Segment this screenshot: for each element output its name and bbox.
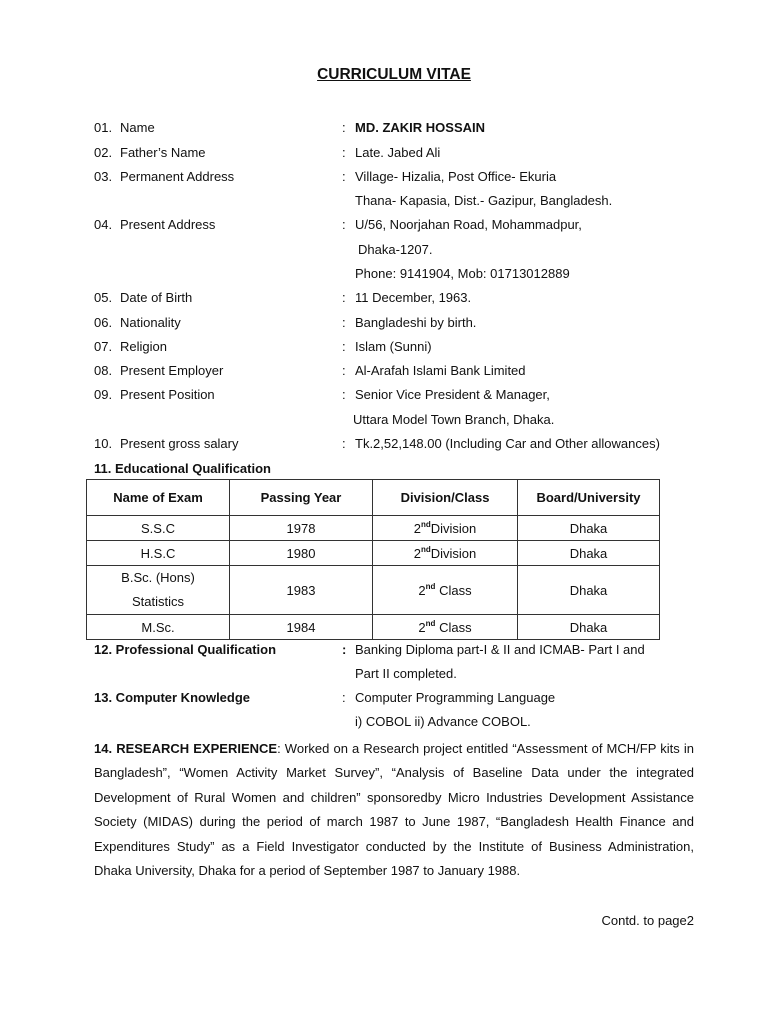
division-text: Division	[430, 546, 477, 561]
field-label: 12. Professional Qualification	[94, 642, 277, 657]
exam-cell: M.Sc.	[87, 615, 230, 640]
field-value: Banking Diploma part-I & II and ICMAB- Part I and	[355, 642, 645, 657]
research-experience-paragraph	[94, 737, 694, 883]
division-cell	[373, 566, 518, 615]
board-cell: Dhaka	[518, 615, 660, 640]
board-cell: Dhaka	[518, 541, 660, 566]
field-present-gross-salary	[0, 433, 768, 455]
field-present-address	[0, 214, 768, 236]
document-title: CURRICULUM VITAE	[317, 66, 471, 83]
year-cell: 1978	[230, 516, 373, 541]
field-value: Village- Hizalia, Post Office- Ekuria	[355, 169, 557, 184]
field-number: 06.	[94, 315, 113, 330]
board-cell: Dhaka	[518, 566, 660, 615]
field-value: U/56, Noorjahan Road, Mohammadpur,	[355, 217, 582, 232]
field-label: 13. Computer Knowledge	[94, 690, 251, 705]
field-number: 02.	[94, 145, 113, 160]
division-ordinal: nd	[420, 545, 431, 554]
field-present-employer	[0, 360, 768, 382]
field-value: Tk.2,52,148.00 (Including Car and Other allowances)	[355, 436, 660, 451]
colon: :	[342, 690, 346, 705]
research-heading: 14. RESEARCH EXPERIENCE	[94, 741, 278, 756]
field-name	[0, 117, 768, 139]
field-computer-knowledge	[0, 687, 768, 709]
column-header: Division/Class	[373, 480, 518, 516]
field-label: Present Employer	[120, 363, 224, 378]
table-row	[87, 541, 660, 566]
table-row	[87, 615, 660, 640]
field-professional-qualification-line2	[0, 663, 768, 685]
division-text: Class	[439, 620, 472, 635]
division-ordinal: nd	[425, 582, 436, 591]
field-computer-knowledge-line2	[0, 711, 768, 733]
colon: :	[342, 642, 347, 657]
column-header: Board/University	[518, 480, 660, 516]
field-value: i) COBOL ii) Advance COBOL.	[355, 714, 531, 729]
field-number: 07.	[94, 339, 113, 354]
division-number: 2	[413, 521, 421, 536]
colon: :	[342, 120, 346, 135]
field-value: Part II completed.	[355, 666, 457, 681]
field-value: Senior Vice President & Manager,	[355, 387, 550, 402]
field-label: Religion	[120, 339, 167, 354]
year-cell: 1980	[230, 541, 373, 566]
continued-note: Contd. to page2	[601, 913, 694, 928]
division-text: Division	[430, 521, 477, 536]
field-value: Islam (Sunni)	[355, 339, 432, 354]
field-label: Name	[120, 120, 155, 135]
division-text: Class	[439, 583, 472, 598]
colon: :	[342, 169, 346, 184]
field-number: 04.	[94, 217, 113, 232]
field-present-address-phone	[0, 263, 768, 285]
field-label: Permanent Address	[120, 169, 235, 184]
table-header-row	[87, 480, 660, 516]
exam-cell	[87, 566, 230, 615]
field-value: Late. Jabed Ali	[355, 145, 441, 160]
division-number: 2	[418, 620, 426, 635]
field-number: 08.	[94, 363, 113, 378]
column-header: Passing Year	[230, 480, 373, 516]
colon: :	[342, 363, 346, 378]
column-header: Name of Exam	[87, 480, 230, 516]
field-value: MD. ZAKIR HOSSAIN	[355, 120, 485, 135]
division-number: 2	[413, 546, 421, 561]
colon: :	[342, 315, 346, 330]
field-label: Present gross salary	[120, 436, 239, 451]
field-nationality	[0, 312, 768, 334]
field-value: Uttara Model Town Branch, Dhaka.	[353, 412, 555, 427]
year-cell: 1983	[230, 566, 373, 615]
field-present-position-line2	[0, 409, 768, 431]
division-cell	[373, 615, 518, 640]
field-permanent-address	[0, 166, 768, 188]
field-value: Phone: 9141904, Mob: 01713012889	[355, 266, 570, 281]
field-value: Al-Arafah Islami Bank Limited	[355, 363, 526, 378]
colon: :	[342, 290, 346, 305]
exam-line: B.Sc. (Hons)	[121, 570, 195, 585]
field-number: 03.	[94, 169, 113, 184]
field-label: Date of Birth	[120, 290, 193, 305]
field-label: Present Position	[120, 387, 215, 402]
colon: :	[342, 339, 346, 354]
field-number: 01.	[94, 120, 113, 135]
division-number: 2	[418, 583, 426, 598]
field-present-position	[0, 384, 768, 406]
field-label: Present Address	[120, 217, 216, 232]
research-text: : Worked on a Research project entitled “Assessment of MCH/FP kits in Bangladesh”, “Women Activity Market Survey”, “Analysis of Baseline Data under the integrated Development of Rural Women and children” sponsoredby Micro Industries Development Assistance Society (MIDAS) during the period of march 1987 to June 1987, “Bangladesh Health Finance and Expenditures Study” as a Field Investigator conducted by the Institute of Business Administration, Dhaka University, Dhaka for a period of September 1987 to January 1988.	[94, 741, 694, 879]
exam-line: Statistics	[131, 594, 184, 609]
field-value: Thana- Kapasia, Dist.- Gazipur, Bangladesh.	[355, 193, 613, 208]
field-value: Dhaka-1207.	[358, 242, 433, 257]
year-cell: 1984	[230, 615, 373, 640]
education-heading: 11. Educational Qualification	[94, 461, 271, 476]
field-present-address-line2	[0, 239, 768, 261]
field-number: 05.	[94, 290, 113, 305]
field-value: Bangladeshi by birth.	[355, 315, 477, 330]
table-row	[87, 566, 660, 615]
division-cell	[373, 541, 518, 566]
field-permanent-address-line2	[0, 190, 768, 212]
field-label: Father’s Name	[120, 145, 206, 160]
field-date-of-birth	[0, 287, 768, 309]
division-cell	[373, 516, 518, 541]
education-heading-row	[0, 458, 768, 480]
field-professional-qualification	[0, 639, 768, 661]
field-label: Nationality	[120, 315, 181, 330]
colon: :	[342, 145, 346, 160]
board-cell: Dhaka	[518, 516, 660, 541]
field-fathers-name	[0, 142, 768, 164]
division-ordinal: nd	[425, 619, 436, 628]
field-value: Computer Programming Language	[355, 690, 556, 705]
division-ordinal: nd	[420, 520, 431, 529]
exam-cell: H.S.C	[87, 541, 230, 566]
table-row	[87, 516, 660, 541]
colon: :	[342, 217, 346, 232]
exam-cell: S.S.C	[87, 516, 230, 541]
field-number: 09.	[94, 387, 113, 402]
colon: :	[342, 387, 346, 402]
field-religion	[0, 336, 768, 358]
colon: :	[342, 436, 346, 451]
education-table	[86, 479, 660, 640]
field-number: 10.	[94, 436, 113, 451]
field-value: 11 December, 1963.	[355, 290, 472, 305]
